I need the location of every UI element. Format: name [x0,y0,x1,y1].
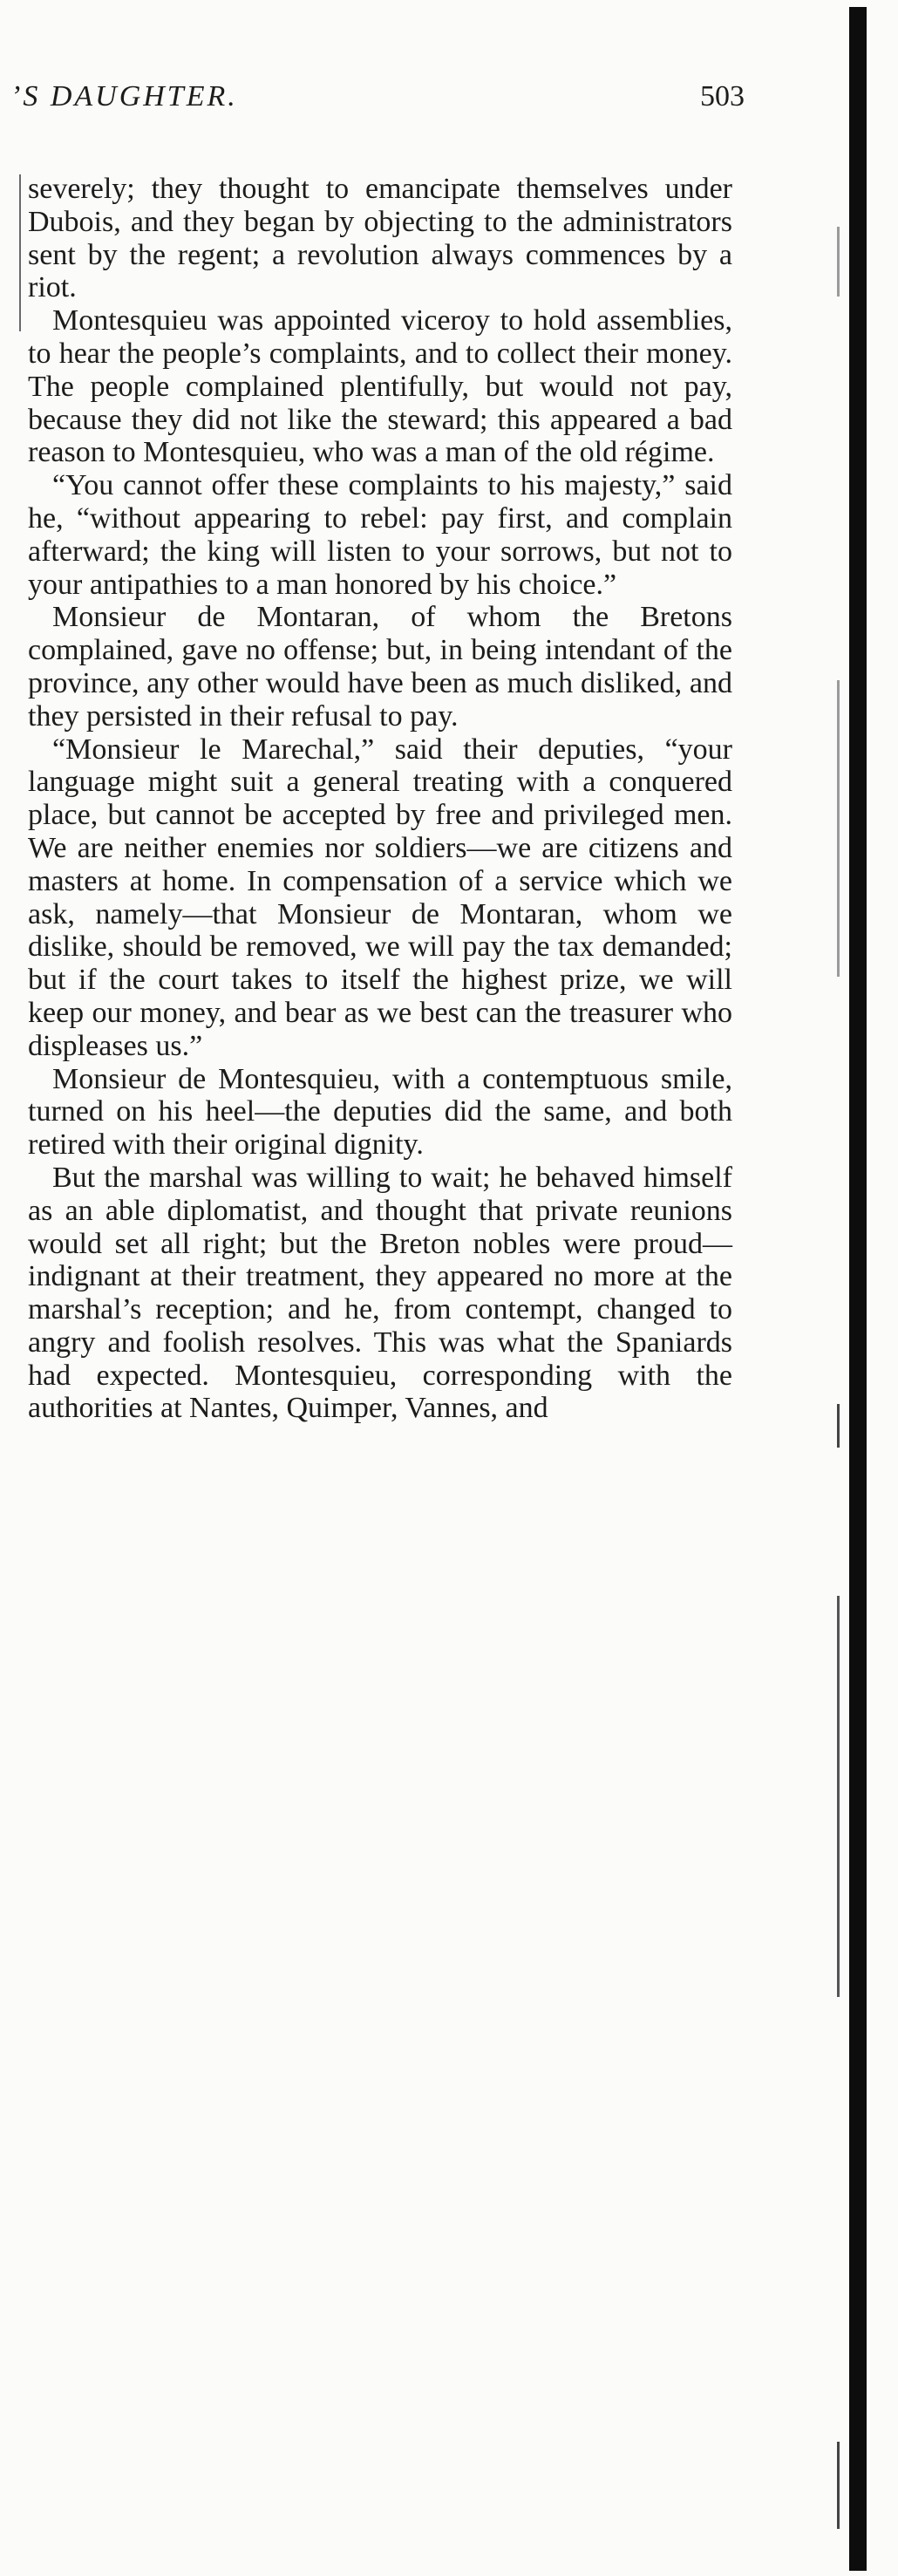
margin-rule [19,174,21,331]
paragraph: Montesquieu was appointed viceroy to hold assemblies, to hear the people’s complaints, and to collect their money. The people complained plentifully, but would not pay, because they did not like the steward; this appeared a bad reason to Montesquieu, who was a man of the old régime. [28,304,732,469]
paragraph: “You cannot offer these complaints to his majesty,” said he, “without appearing to rebel: pay first, and complain afterward; the king will listen to your sorrows, but not to your antipathies to a man honored by his choice.” [28,469,732,601]
gutter-mark [837,680,840,977]
paragraph: “Monsieur le Marechal,” said their deputies, “your language might suit a general treating with a conquered place, but cannot be accepted by free and privileged men. We are neither enemies nor soldiers—we are citizens and masters at home. In compensation of a service which we ask, namely—that Monsieur de Montaran, whom we dislike, should be removed, we will pay the tax demanded; but if the court takes to itself the highest prize, we will keep our money, and bear as we best can the treasurer who displeases us.” [28,733,732,1062]
running-header [10,80,745,119]
gutter-mark [837,227,840,296]
page-body [28,173,732,1425]
page-number: 503 [700,80,745,112]
paragraph-continued: severely; they thought to emancipate themselves under Dubois, and they began by objecting to the administrators sent by the regent; a revolution always commences by a riot. [28,173,732,304]
gutter-mark [837,1596,840,1997]
paragraph: But the marshal was willing to wait; he behaved himself as an able diplomatist, and thought that private reunions would set all right; but the Breton nobles were proud—indignant at their treatment, they appeared no more at the marshal’s reception; and he, from contempt, changed to angry and foolish resolves. This was what the Spaniards had expected. Montesquieu, corresponding with the authorities at Nantes, Quimper, Vannes, and [28,1161,732,1425]
book-binding-edge [849,7,867,2571]
paragraph: Monsieur de Montesquieu, with a contemptuous smile, turned on his heel—the deputies did the same, and both retired with their original dignity. [28,1062,732,1162]
paragraph: Monsieur de Montaran, of whom the Bretons complained, gave no offense; but, in being intendant of the province, any other would have been as much disliked, and they persisted in their refusal to pay. [28,601,732,733]
running-title: ’S DAUGHTER. [10,80,238,112]
gutter-mark [837,2442,840,2529]
gutter-mark [837,1404,840,1448]
